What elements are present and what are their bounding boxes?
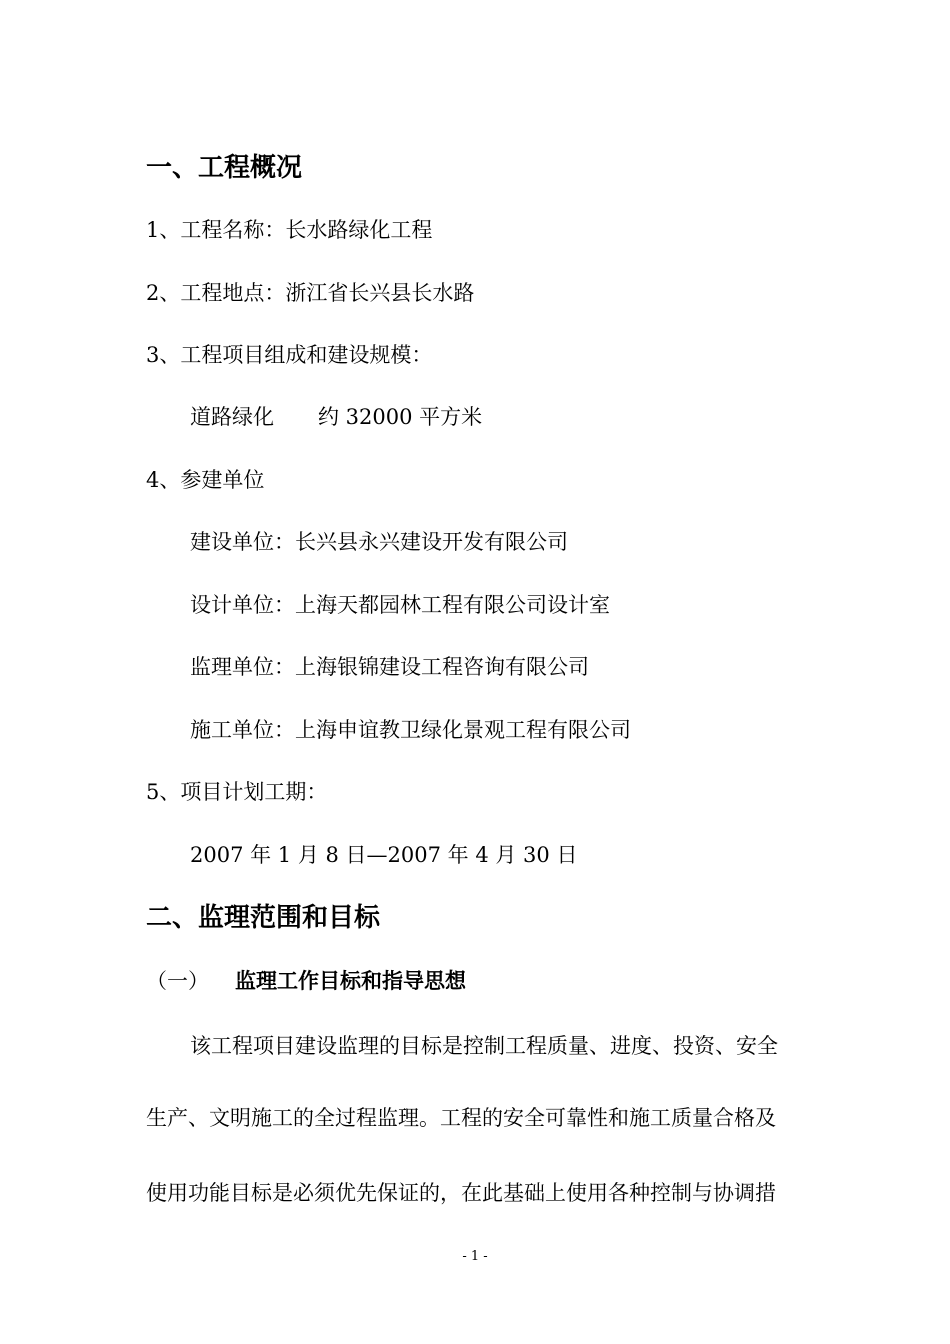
project-composition-line: 3、工程项目组成和建设规模： bbox=[146, 343, 433, 367]
subsection-heading bbox=[146, 971, 466, 992]
contractor-unit-line: 施工单位：上海申谊教卫绿化景观工程有限公司 bbox=[190, 718, 631, 742]
subsection-title: 监理工作目标和指导思想 bbox=[235, 969, 466, 993]
section-heading-overview: 一、工程概况 bbox=[146, 153, 303, 183]
paragraph-line: 该工程项目建设监理的目标是控制工程质量、进度、投资、安全 bbox=[190, 1034, 778, 1058]
schedule-line: 5、项目计划工期： bbox=[146, 780, 328, 804]
subsection-number: （一） bbox=[146, 969, 209, 993]
page-number: - 1 - bbox=[462, 1249, 488, 1264]
paragraph-line: 生产、文明施工的全过程监理。工程的安全可靠性和施工质量合格及 bbox=[146, 1106, 776, 1130]
schedule-period: 2007 年 1 月 8 日—2007 年 4 月 30 日 bbox=[190, 843, 578, 867]
construction-unit-line: 建设单位：长兴县永兴建设开发有限公司 bbox=[190, 530, 568, 554]
design-unit-line: 设计单位：上海天都园林工程有限公司设计室 bbox=[190, 593, 610, 617]
project-scale-line bbox=[190, 407, 482, 428]
project-name-line: 1、工程名称：长水路绿化工程 bbox=[146, 218, 433, 242]
supervision-unit-line: 监理单位：上海银锦建设工程咨询有限公司 bbox=[190, 655, 589, 679]
participating-units-line: 4、参建单位 bbox=[146, 468, 265, 492]
scale-value: 约 32000 平方米 bbox=[318, 405, 483, 429]
section-heading-scope: 二、监理范围和目标 bbox=[146, 903, 381, 933]
project-location-line: 2、工程地点：浙江省长兴县长水路 bbox=[146, 281, 475, 305]
paragraph-line: 使用功能目标是必须优先保证的，在此基础上使用各种控制与协调措 bbox=[146, 1181, 776, 1205]
scale-name: 道路绿化 bbox=[190, 405, 274, 429]
